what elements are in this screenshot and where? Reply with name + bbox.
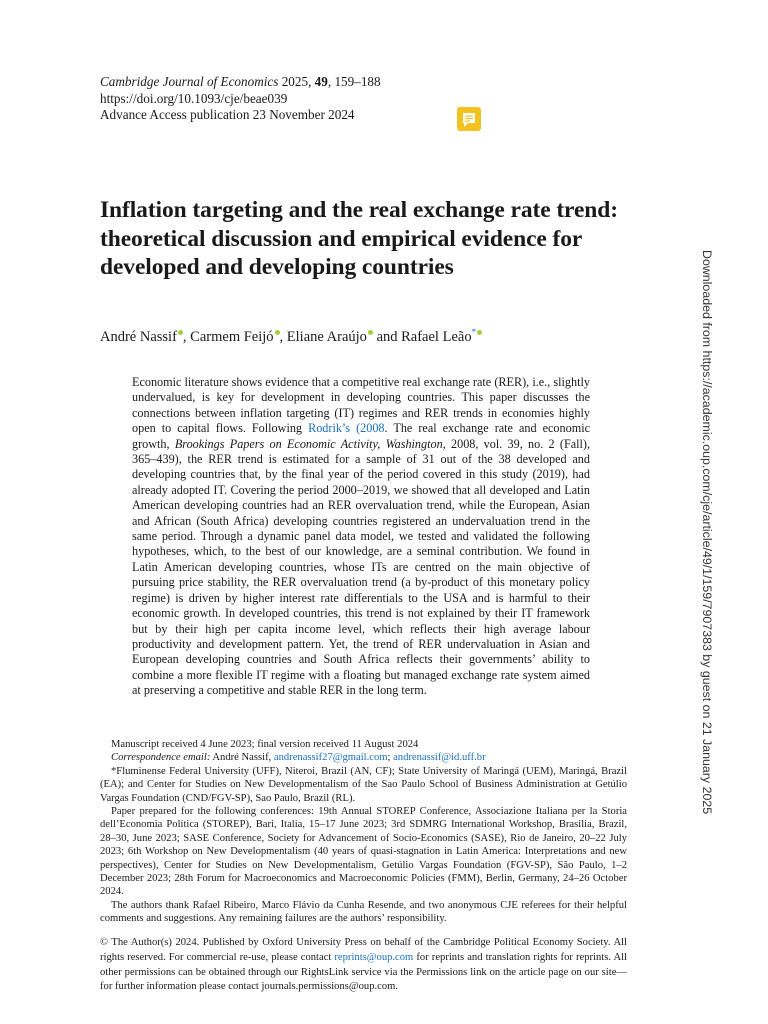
copyright-notice xyxy=(100,936,627,995)
email-separator: ; xyxy=(387,752,394,764)
rodrik-citation-link[interactable]: Rodrik’s (2008 xyxy=(308,421,385,436)
abstract xyxy=(132,375,590,699)
acknowledgements: The authors thank Rafael Ribeiro, Marco Flávio da Cunha Resende, and two anonymous CJE referees for their helpful comments and suggestions. Any remaining failures are the authors’ responsibility. xyxy=(100,899,627,925)
abstract-text: . The real exchange rate and economic growth, xyxy=(132,421,590,451)
doi-link[interactable]: https://doi.org/10.1093/cje/beae039 xyxy=(100,90,288,106)
affiliation-marker[interactable]: * xyxy=(471,327,477,337)
affiliations: *Fluminense Federal University (UFF), Niteroi, Brazil (AN, CF); State University of Maringá (UEM), Maringá, Brazil (EA); and Center for Studies on New Developmentalism of the Sao Paulo School of Business Administration at Getúlio Vargas Foundation (CND/FGV-SP), Sao Paulo, Brazil (RL). xyxy=(100,765,627,804)
article-notes xyxy=(100,738,627,926)
email-link[interactable]: andrenassif27@gmail.com xyxy=(273,752,388,764)
abstract-text: Economic literature shows evidence that a competitive real exchange rate (RER), i.e., slightly undervalued, is key for development in developing countries. This paper discusses the connections between inflation targeting (IT) regimes and RER trends in economies highly open to capital flows. Following xyxy=(132,375,590,436)
author-separator: , xyxy=(279,328,287,345)
author-name[interactable]: André Nassif xyxy=(100,328,177,345)
reprints-email-link[interactable]: reprints@oup.com xyxy=(334,951,414,963)
citation-line xyxy=(100,74,381,91)
download-note: Downloaded from https://academic.oup.com/cje/article/49/1/159/7907383 by guest on 21 January 2025 xyxy=(700,250,714,815)
correspondence xyxy=(100,751,627,764)
conference-note: Paper prepared for the following conferences: 19th Annual STOREP Conference, Associazione Italiana per la Storia dell’Economia Política (STOREP), Bari, Italia, 15–17 June 2023; 3rd SDMRG International Workshop, Brasilia, Brazil, 28–30, June 2023; SASE Conference, Society for Advancement of Socio-Economics (SASE), Rio de Janeiro, 20–22 July 2023; 6th Workshop on New Developmentalism (40 years of quasi-stagnation in Latin America: Interpretations and new perspectives), Center for Studies on New Developmentalism, Getúlio Vargas Foundation (FGV-SP), São Paulo, 1–2 December 2023; 28th Forum for Macroeconomics and Macroeconomic Policies (FMM), Berlin, Germany, 24–26 October 2024. xyxy=(100,806,627,898)
journal-citation: Brookings Papers on Economic Activity, Washington, xyxy=(174,436,446,451)
author-name[interactable]: Carmem Feijó xyxy=(190,328,274,345)
article-title: Inflation targeting and the real exchange rate trend: theoretical discussion and empirical evidence for developed and developing countries xyxy=(100,197,618,280)
abstract-text: 2008, vol. 39, no. 2 (Fall), 365–439), the RER trend is estimated for a sample of 31 out of the 38 developed and developing countries that, by the final year of the period covered in this study (2019), had already adopted IT. Covering the period 2000–2019, we showed that all developed and Latin American developing countries had an RER overvaluation trend, while the European, Asian and African (South Africa) developing countries registered an undervaluation trend in the same period. Through a dynamic panel data model, we tested and validated the following hypotheses, which, to the best of our knowledge, are a seminal contribution. We found in Latin American developing countries, whose ITs are centred on the main objective of pursuing price stability, the RER overvaluation trend (a by-product of this monetary policy regime) is driven by higher interest rate differentials to the USA and is harmful to their economic growth. In developed countries, this trend is not explained by their IT framework but by their high per capita income level, which reflects their high average labour productivity and development pattern. Yet, the trend of RER undervaluation in Asian and European developing countries and South Africa reflects their governments’ ability to combine a more flexible IT regime with a floating but managed exchange rate system aimed at preserving a competitive and stable RER in the long term. xyxy=(132,436,591,698)
journal-name: Cambridge Journal of Economics xyxy=(100,74,279,89)
author-name[interactable]: Rafael Leão xyxy=(401,328,472,345)
author-list xyxy=(100,327,482,346)
comment-icon[interactable] xyxy=(457,107,481,131)
journal-header xyxy=(100,74,381,124)
correspondence-text: André Nassif, xyxy=(210,752,274,764)
download-watermark xyxy=(700,250,722,815)
pages: , 159–188 xyxy=(327,74,381,89)
advance-access: Advance Access publication 23 November 2024 xyxy=(100,107,355,122)
copyright-text: © The Author(s) 2024. Published by Oxford University Press on behalf of the Cambridge Political Economy Society. All rights reserved. For commercial re-use, please contact xyxy=(100,937,627,963)
email-link[interactable]: andrenassif@id.uff.br xyxy=(393,752,486,764)
year: 2025, xyxy=(281,74,312,89)
author-separator: , xyxy=(182,328,191,345)
volume: 49 xyxy=(314,74,328,89)
correspondence-label: Correspondence email: xyxy=(111,752,211,764)
copyright-text: for reprints and translation rights for reprints. All other permissions can be obtained through our RightsLink service via the Permissions link on the article page on our site—for further information please contact journals.permissions@oup.com. xyxy=(100,951,627,993)
manuscript-dates: Manuscript received 4 June 2023; final version received 11 August 2024 xyxy=(111,739,419,750)
orcid-icon[interactable] xyxy=(477,330,482,335)
author-name[interactable]: Eliane Araújo xyxy=(286,328,367,345)
author-separator: and xyxy=(372,328,402,345)
